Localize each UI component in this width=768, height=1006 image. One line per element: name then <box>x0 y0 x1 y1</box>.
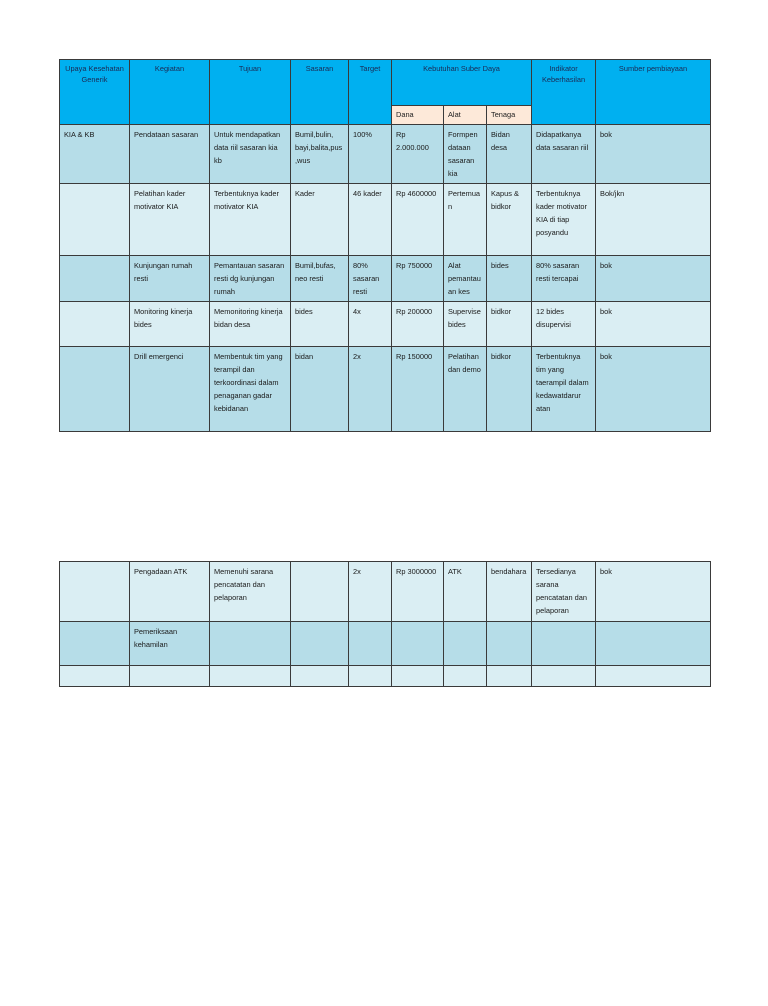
cell-target <box>349 622 392 666</box>
cell-indikator: Terbentuknya tim yang taerampil dalam kedawatdarur atan <box>532 347 596 432</box>
activity-plan-table <box>59 59 711 432</box>
cell-dana: Rp 750000 <box>392 256 444 302</box>
cell-kegiatan: Drill emergenci <box>130 347 210 432</box>
cell-sumber: bok <box>596 125 711 184</box>
table-row <box>60 562 711 622</box>
cell-upaya <box>60 666 130 687</box>
cell-dana: Rp 2.000.000 <box>392 125 444 184</box>
cell-upaya <box>60 622 130 666</box>
header-upaya: Upaya Kesehatan Generik <box>60 60 130 125</box>
cell-upaya <box>60 256 130 302</box>
cell-alat: Alat pemantauan kes <box>444 256 487 302</box>
cell-target: 100% <box>349 125 392 184</box>
cell-sumber: bok <box>596 562 711 622</box>
cell-sumber: bok <box>596 256 711 302</box>
cell-upaya <box>60 184 130 256</box>
cell-alat: Supervise bides <box>444 302 487 347</box>
cell-tenaga: bides <box>487 256 532 302</box>
table-row <box>60 622 711 666</box>
cell-sumber <box>596 622 711 666</box>
cell-target: 46 kader <box>349 184 392 256</box>
cell-dana: Rp 150000 <box>392 347 444 432</box>
cell-sasaran: Kader <box>291 184 349 256</box>
cell-sumber: bok <box>596 347 711 432</box>
cell-alat <box>444 666 487 687</box>
header-kebutuhan: Kebutuhan Suber Daya <box>392 60 532 106</box>
cell-sumber: Bok/jkn <box>596 184 711 256</box>
cell-dana <box>392 666 444 687</box>
cell-indikator <box>532 622 596 666</box>
header-indikator: Indikator Keberhasilan <box>532 60 596 125</box>
cell-sasaran: bides <box>291 302 349 347</box>
activity-plan-table-continued <box>59 561 711 687</box>
header-kegiatan: Kegiatan <box>130 60 210 125</box>
cell-indikator <box>532 666 596 687</box>
header-tujuan: Tujuan <box>210 60 291 125</box>
cell-indikator: Didapatkanya data sasaran riil <box>532 125 596 184</box>
cell-tenaga <box>487 622 532 666</box>
table-row <box>60 184 711 256</box>
cell-indikator: Tersedianya sarana pencatatan dan pelaporan <box>532 562 596 622</box>
table-row <box>60 347 711 432</box>
cell-sumber <box>596 666 711 687</box>
cell-target: 2x <box>349 347 392 432</box>
cell-tenaga: bidkor <box>487 347 532 432</box>
cell-tenaga: Kapus & bidkor <box>487 184 532 256</box>
cell-kegiatan: Pengadaan ATK <box>130 562 210 622</box>
cell-tenaga: bidkor <box>487 302 532 347</box>
cell-upaya <box>60 562 130 622</box>
cell-kegiatan: Kunjungan rumah resti <box>130 256 210 302</box>
cell-alat: Pelatihan dan demo <box>444 347 487 432</box>
cell-alat: Formpen dataan sasaran kia <box>444 125 487 184</box>
cell-tujuan: Terbentuknya kader motivator KIA <box>210 184 291 256</box>
cell-indikator: 80% sasaran resti tercapai <box>532 256 596 302</box>
table-row <box>60 666 711 687</box>
cell-target <box>349 666 392 687</box>
cell-tujuan: Membentuk tim yang terampil dan terkoordinasi dalam penaganan gadar kebidanan <box>210 347 291 432</box>
cell-sasaran: Bumil,bufas, neo resti <box>291 256 349 302</box>
header-tenaga: Tenaga <box>487 106 532 125</box>
cell-upaya <box>60 347 130 432</box>
cell-dana: Rp 3000000 <box>392 562 444 622</box>
cell-alat <box>444 622 487 666</box>
cell-tujuan: Memenuhi sarana pencatatan dan pelaporan <box>210 562 291 622</box>
cell-indikator: 12 bides disupervisi <box>532 302 596 347</box>
cell-kegiatan: Monitoring kinerja bides <box>130 302 210 347</box>
cell-indikator: Terbentuknya kader motivator KIA di tiap posyandu <box>532 184 596 256</box>
header-sasaran: Sasaran <box>291 60 349 125</box>
cell-sasaran: bidan <box>291 347 349 432</box>
cell-sasaran <box>291 622 349 666</box>
cell-sasaran <box>291 666 349 687</box>
table-row <box>60 125 711 184</box>
table-row <box>60 256 711 302</box>
cell-target: 80% sasaran resti <box>349 256 392 302</box>
cell-tujuan: Pemantauan sasaran resti dg kunjungan rumah <box>210 256 291 302</box>
cell-dana: Rp 4600000 <box>392 184 444 256</box>
cell-kegiatan: Pelatihan kader motivator KIA <box>130 184 210 256</box>
cell-kegiatan: Pemeriksaan kehamilan <box>130 622 210 666</box>
cell-upaya: KIA & KB <box>60 125 130 184</box>
cell-sasaran: Bumil,bulin, bayi,balita,pus,wus <box>291 125 349 184</box>
cell-sumber: bok <box>596 302 711 347</box>
cell-tenaga <box>487 666 532 687</box>
cell-upaya <box>60 302 130 347</box>
cell-target: 4x <box>349 302 392 347</box>
cell-tujuan <box>210 666 291 687</box>
table-row <box>60 302 711 347</box>
cell-alat: Pertemuan <box>444 184 487 256</box>
cell-tujuan <box>210 622 291 666</box>
header-dana: Dana <box>392 106 444 125</box>
cell-target: 2x <box>349 562 392 622</box>
cell-kegiatan <box>130 666 210 687</box>
cell-tenaga: Bidan desa <box>487 125 532 184</box>
cell-alat: ATK <box>444 562 487 622</box>
cell-dana: Rp 200000 <box>392 302 444 347</box>
cell-sasaran <box>291 562 349 622</box>
cell-tenaga: bendahara <box>487 562 532 622</box>
header-sumber: Sumber pembiayaan <box>596 60 711 125</box>
cell-tujuan: Untuk mendapatkan data riil sasaran kia kb <box>210 125 291 184</box>
header-alat: Alat <box>444 106 487 125</box>
cell-tujuan: Memonitoring kinerja bidan desa <box>210 302 291 347</box>
cell-dana <box>392 622 444 666</box>
header-target: Target <box>349 60 392 125</box>
cell-kegiatan: Pendataan sasaran <box>130 125 210 184</box>
